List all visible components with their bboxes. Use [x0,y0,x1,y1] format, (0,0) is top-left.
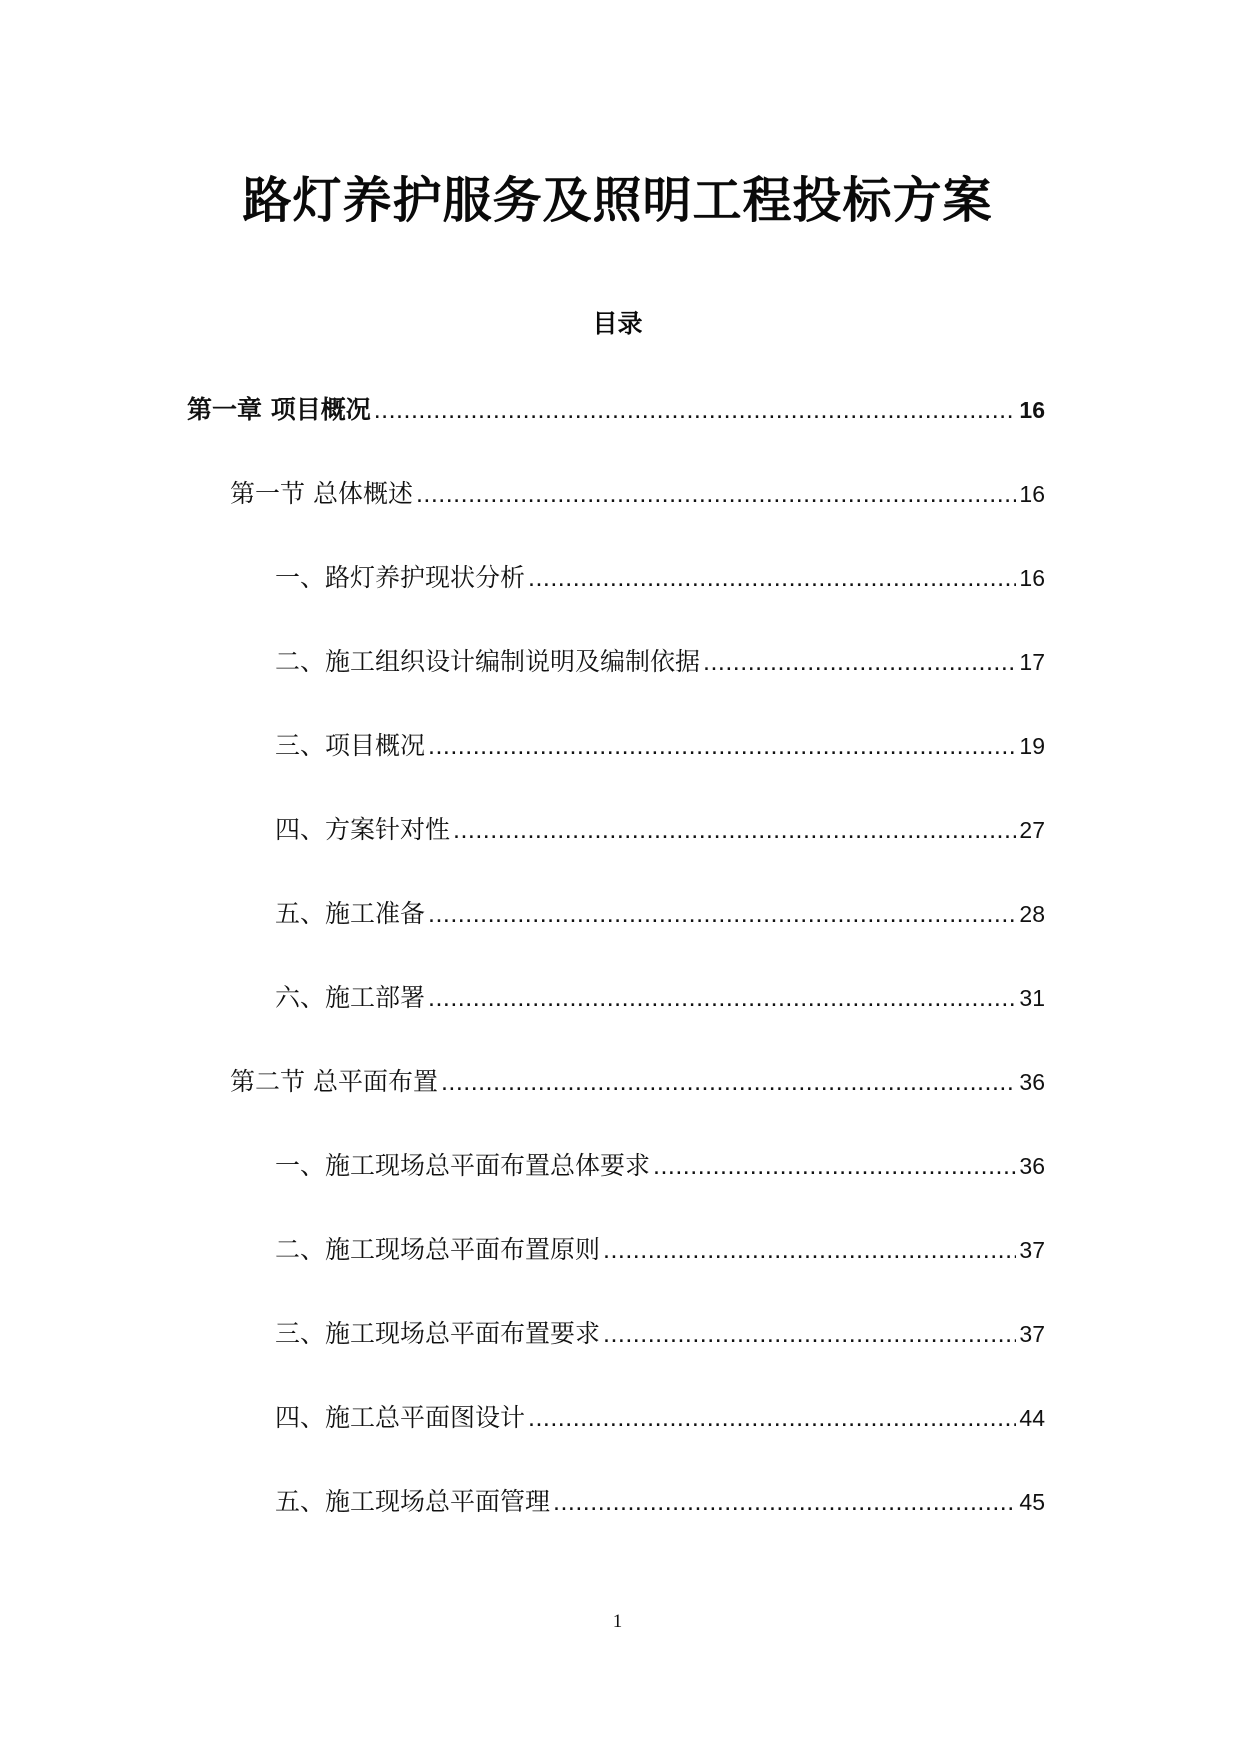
toc-entry-title: 一、路灯养护现状分析 [275,563,526,592]
toc-dot-leader [603,1232,1016,1268]
toc-entry-item[interactable] [275,560,1045,596]
toc-entry-title: 二、施工现场总平面布置原则 [275,1235,601,1264]
toc-entry-item[interactable] [275,1232,1045,1268]
toc-entry-page: 45 [1019,1489,1045,1515]
toc-dot-leader [603,1316,1016,1352]
toc-entry-title: 五、施工现场总平面管理 [275,1487,551,1516]
toc-dot-leader [453,812,1016,848]
toc-entry-section-1[interactable] [230,476,1045,512]
toc-entry-title: 第一章 项目概况 [187,395,371,424]
toc-entry-item[interactable] [275,644,1045,680]
toc-entry-title: 六、施工部署 [275,983,426,1012]
toc-dot-leader [428,896,1016,932]
toc-dot-leader [703,644,1016,680]
toc-entry-item[interactable] [275,812,1045,848]
toc-entry-item[interactable] [275,980,1045,1016]
toc-dot-leader [441,1064,1016,1100]
toc-dot-leader [374,392,1017,428]
toc-entry-page: 36 [1019,1069,1045,1095]
toc-entry-page: 16 [1019,481,1045,507]
toc-entry-title: 二、施工组织设计编制说明及编制依据 [275,647,701,676]
page-number: 1 [612,1611,623,1632]
toc-entry-item[interactable] [275,1484,1045,1520]
toc-entry-page: 28 [1019,901,1045,927]
toc-entry-title: 第二节 总平面布置 [230,1067,438,1096]
toc-dot-leader [528,1400,1016,1436]
toc-entry-item[interactable] [275,1148,1045,1184]
toc-entry-page: 37 [1019,1321,1045,1347]
toc-entry-page: 17 [1019,649,1045,675]
document-title: 路灯养护服务及照明工程投标方案 [242,172,993,229]
toc-entry-title: 四、方案针对性 [275,815,451,844]
toc-entry-page: 16 [1019,397,1045,423]
toc-entry-title: 第一节 总体概述 [230,479,413,508]
toc-entry-page: 19 [1019,733,1045,759]
toc-entry-title: 一、施工现场总平面布置总体要求 [275,1151,651,1180]
toc-dot-leader [553,1484,1016,1520]
toc-entry-page: 37 [1019,1237,1045,1263]
toc-entry-item[interactable] [275,896,1045,932]
toc-entry-item[interactable] [275,1316,1045,1352]
toc-entry-chapter-1[interactable] [187,392,1045,428]
toc-entry-page: 31 [1019,985,1045,1011]
toc-entry-item[interactable] [275,1400,1045,1436]
toc-entry-title: 三、项目概况 [275,731,426,760]
toc-entry-page: 27 [1019,817,1045,843]
toc-entry-title: 五、施工准备 [275,899,426,928]
toc-entry-section-2[interactable] [230,1064,1045,1100]
toc-entry-item[interactable] [275,728,1045,764]
toc-dot-leader [428,980,1016,1016]
toc-dot-leader [428,728,1016,764]
toc-dot-leader [653,1148,1016,1184]
toc-dot-leader [528,560,1016,596]
toc-heading: 目录 [592,309,643,338]
toc-entry-page: 16 [1019,565,1045,591]
toc-dot-leader [416,476,1016,512]
toc-entry-page: 36 [1019,1153,1045,1179]
toc-entry-title: 四、施工总平面图设计 [275,1403,526,1432]
toc-entry-page: 44 [1019,1405,1045,1431]
toc-entry-title: 三、施工现场总平面布置要求 [275,1319,601,1348]
